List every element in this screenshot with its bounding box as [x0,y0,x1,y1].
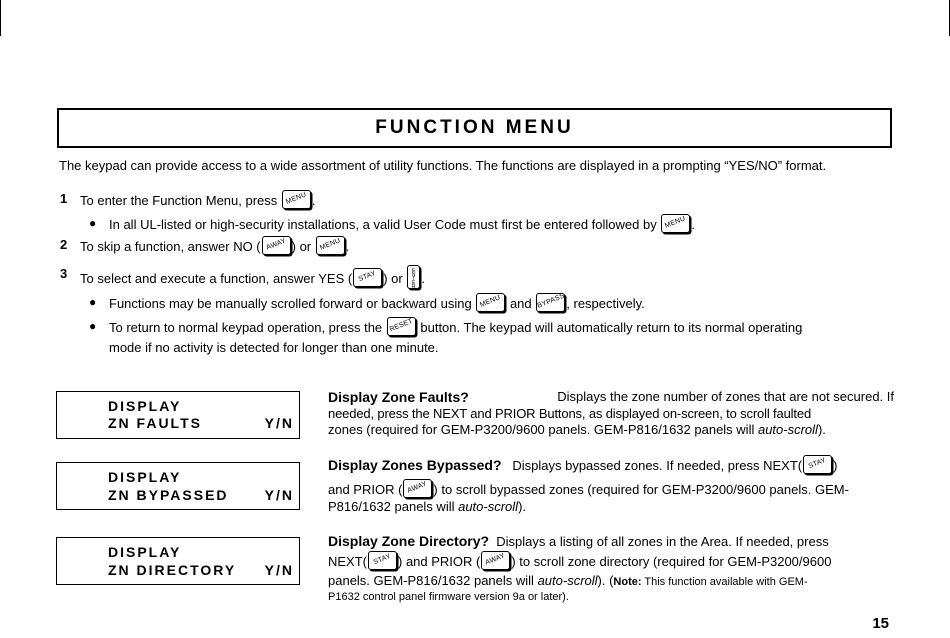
crop-mark-left [0,0,1,36]
step-3-text: To select and execute a function, answer YES ( STAY ) or ENTER . [80,265,425,289]
step-3-bullet-1: Functions may be manually scrolled forward or backward using MENU and BYPASS , respectively. [109,292,645,311]
menu-key-icon: MENU [661,214,690,233]
reset-key-icon: RESET [387,317,416,336]
step-2-number: 2 [60,237,68,252]
bypass-key-icon: BYPASS [536,293,565,312]
zone-faults-line-1: Displays the zone number of zones that are not secured. If [557,389,894,404]
bullet-icon: ● [89,295,97,309]
bullet-icon: ● [89,216,97,230]
away-key-icon: AWAY [262,236,291,255]
display-zn-faults-screen [56,391,300,439]
lcd-yes-no: Y/N [264,562,294,578]
menu-key-icon: MENU [316,236,345,255]
lcd-line-2: ZN DIRECTORY [108,562,237,578]
step-3-number: 3 [60,266,68,281]
lcd-line-1: DISPLAY [108,544,182,560]
zones-bypassed-heading: Display Zones Bypassed? [328,457,502,473]
page-title: FUNCTION MENU [57,108,892,148]
step-3-bullet-2: To return to normal keypad operation, press the RESET button. The keypad will automatically return to its normal operating [109,317,803,335]
lcd-yes-no: Y/N [264,487,294,503]
zone-faults-line-2: needed, press the NEXT and PRIOR Buttons, as displayed on-screen, to scroll faulted [328,406,812,421]
zones-bypassed-line-2: and PRIOR ( AWAY ) to scroll bypassed zones (required for GEM-P3200/9600 panels. GEM- [328,480,849,497]
bullet-icon: ● [89,319,97,333]
lcd-line-1: DISPLAY [108,398,182,414]
lcd-line-2: ZN BYPASSED [108,487,229,503]
zones-bypassed-description [328,455,894,517]
zone-directory-heading: Display Zone Directory? [328,533,490,549]
step-1-number: 1 [60,191,68,206]
zone-faults-heading: Display Zone Faults? [328,389,469,405]
lcd-line-2: ZN FAULTS [108,415,202,431]
stay-key-icon: STAY [368,551,397,570]
display-zn-bypassed-screen [56,462,300,510]
display-zn-directory-screen [56,537,300,585]
page-number: 15 [872,615,889,632]
step-1-text: To enter the Function Menu, press MENU . [80,191,316,208]
zones-bypassed-line-1: Display Zones Bypassed? Displays bypassed zones. If needed, press NEXT( STAY ) [328,456,838,473]
away-key-icon: AWAY [403,479,432,498]
zone-faults-line-3: zones (required for GEM-P3200/9600 panels. GEM-P816/1632 panels will auto-scroll). [328,422,826,437]
zone-directory-description [328,533,894,605]
step-1-bullet-1: In all UL-listed or high-security installations, a valid User Code must first be entered followed by MENU . [109,215,695,232]
step-2-text: To skip a function, answer NO ( AWAY ) or MENU . [80,237,350,254]
zones-bypassed-line-3: P816/1632 panels will auto-scroll). [328,499,527,514]
away-key-icon: AWAY [481,551,510,570]
menu-key-icon: MENU [282,190,311,209]
note-label: Note: [613,576,642,588]
lcd-yes-no: Y/N [264,415,294,431]
step-3-bullet-2-line-2: mode if no activity is detected for longer than one minute. [109,340,439,355]
zone-directory-line-1: Display Zone Directory? Displays a listing of all zones in the Area. If needed, press [328,533,829,549]
stay-key-icon: STAY [353,268,382,287]
zone-directory-note-line-2: P1632 control panel firmware version 9a or later). [328,591,569,603]
intro-text: The keypad can provide access to a wide assortment of utility functions. The functions are displayed in a prompting “YES/NO” format. [59,158,827,173]
lcd-line-1: DISPLAY [108,469,182,485]
stay-key-icon: STAY [803,455,832,474]
zone-faults-description [328,389,894,439]
enter-key-icon: ENTER [407,265,420,289]
zone-directory-line-3: panels. GEM-P816/1632 panels will auto-scroll). (Note: This function available with GEM- [328,573,808,588]
menu-key-icon: MENU [476,293,505,312]
zone-directory-line-2: NEXT( STAY ) and PRIOR ( AWAY ) to scroll zone directory (required for GEM-P3200/9600 [328,552,832,569]
